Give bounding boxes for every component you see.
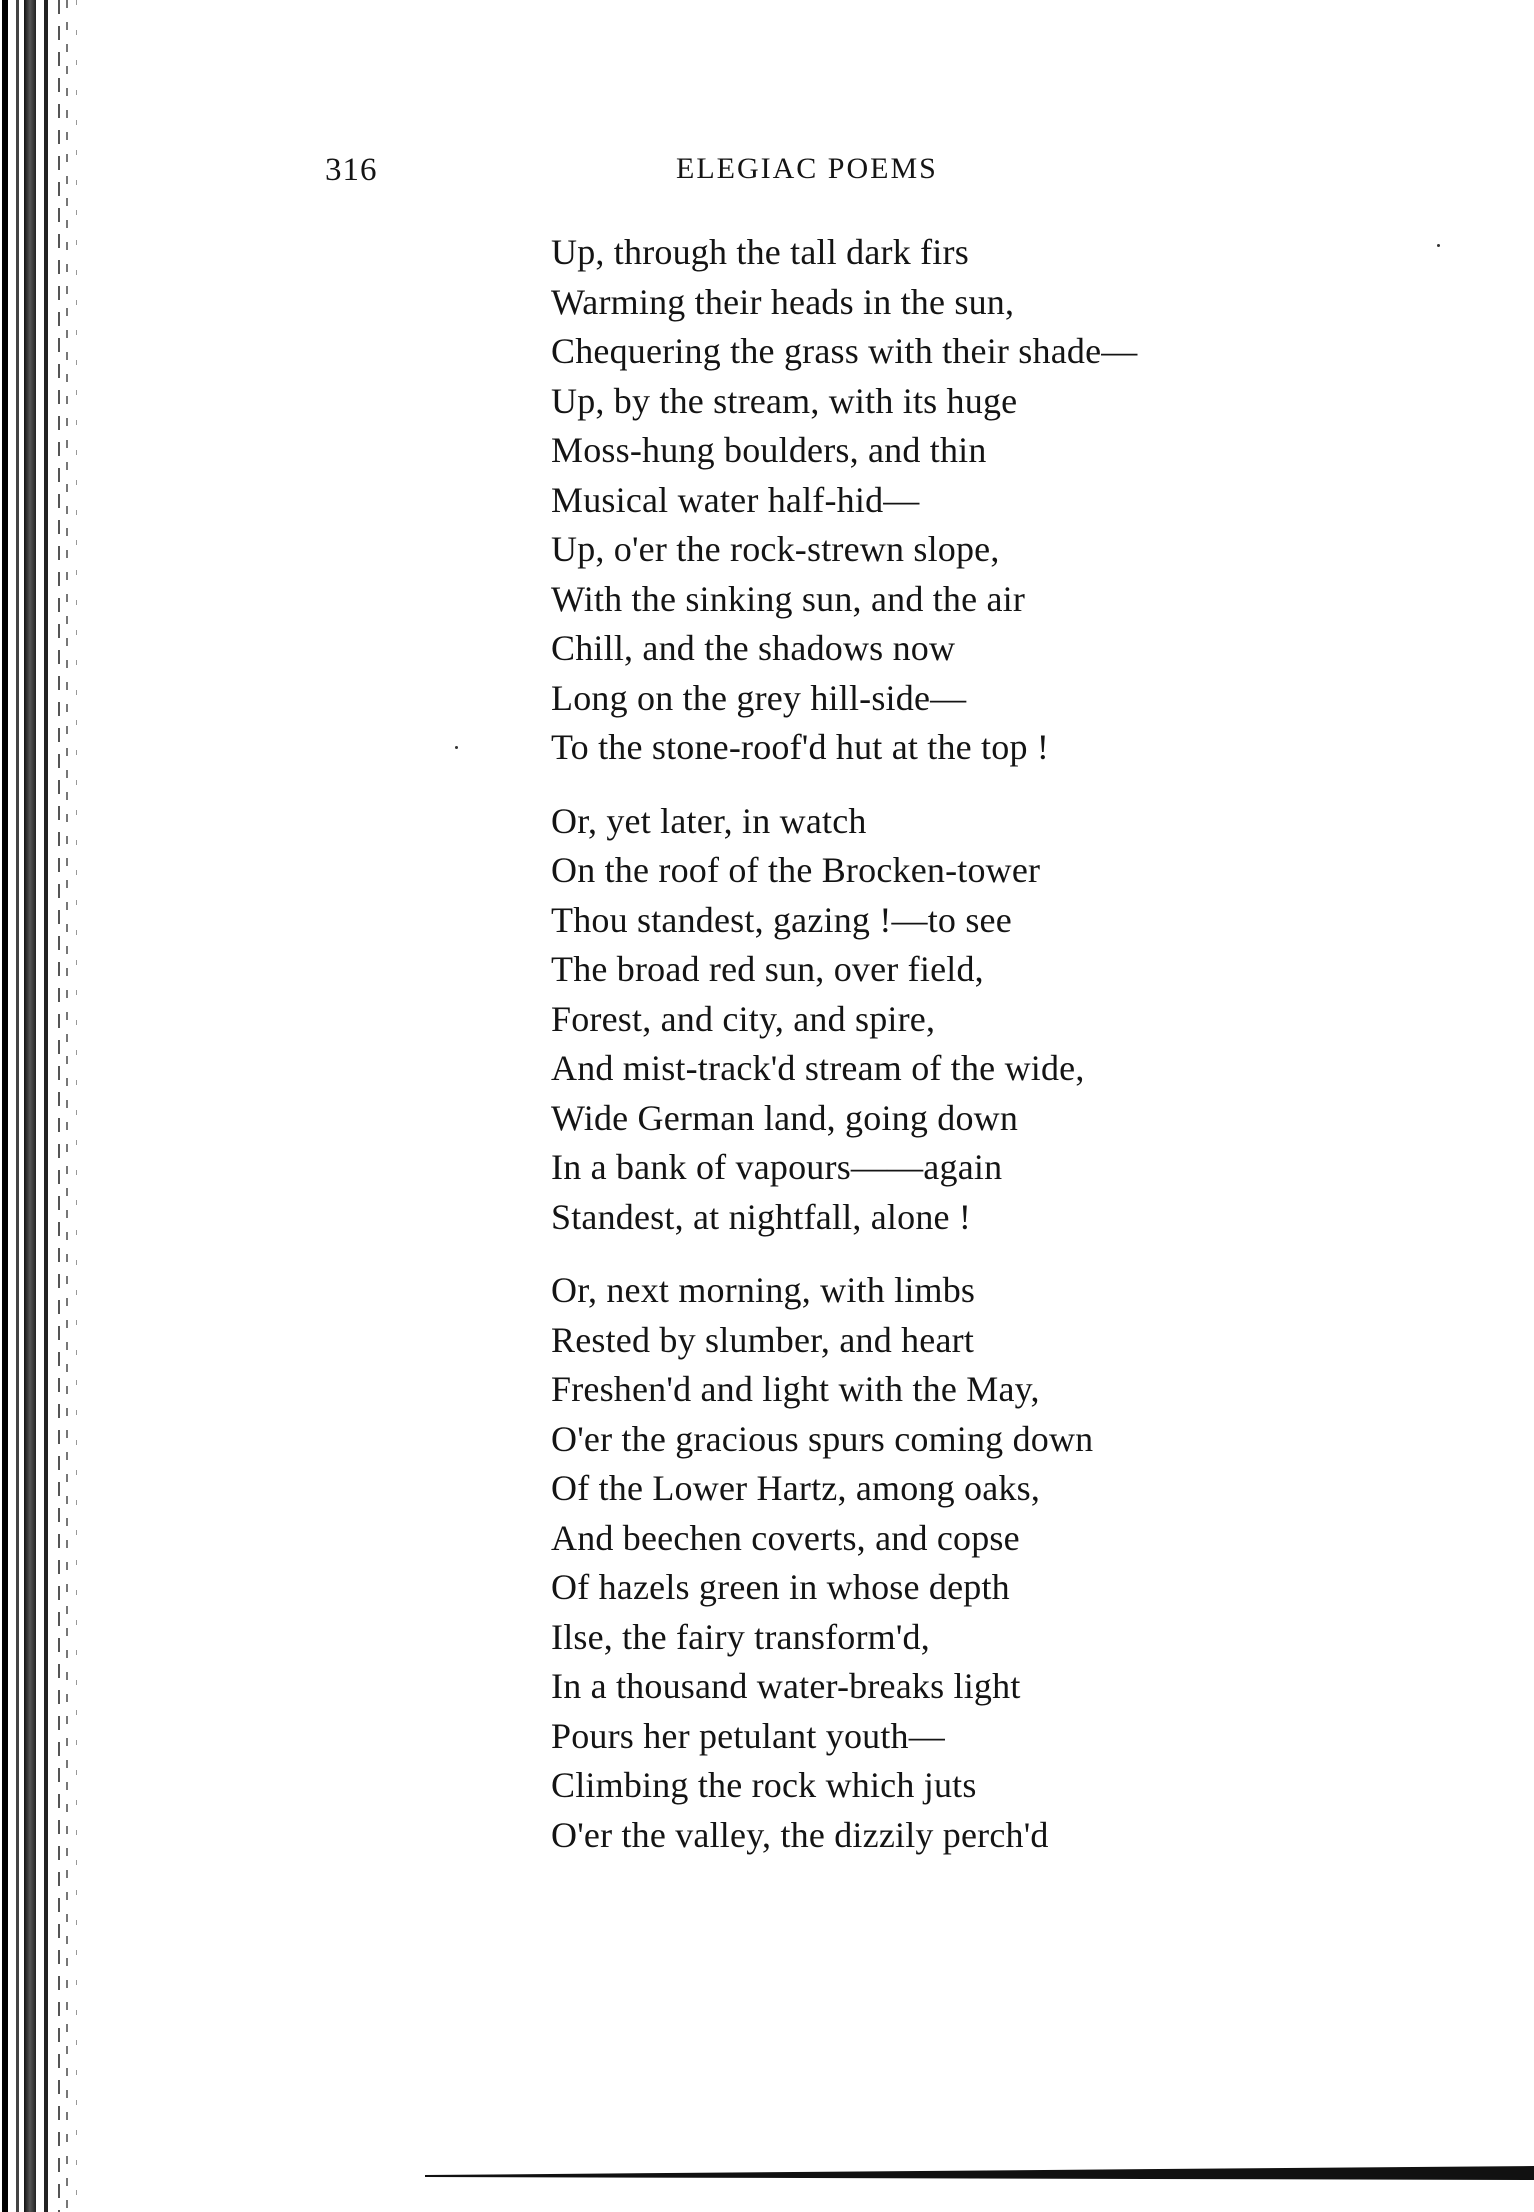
poem-line: Forest, and city, and spire, [551, 998, 936, 1039]
poem-line: O'er the valley, the dizzily perch'd [551, 1814, 1049, 1855]
poem-line: Of hazels green in whose depth [551, 1567, 1010, 1607]
binding-shadow-band [76, 0, 77, 2212]
poem-line: Ilse, the fairy transform'd, [551, 1616, 930, 1657]
poem-body [551, 228, 1251, 1860]
poem-line: Chequering the grass with their shade— [551, 331, 1138, 371]
poem-line: Or, yet later, in watch [551, 800, 867, 841]
page-header [0, 152, 1534, 192]
poem-line: And beechen coverts, and copse [551, 1517, 1020, 1558]
poem-line: Up, by the stream, with its huge [551, 380, 1018, 421]
poem-line: On the roof of the Brocken-tower [551, 850, 1041, 890]
poem-line: Up, o'er the rock-strewn slope, [551, 529, 1000, 569]
poem-line: Moss-hung boulders, and thin [551, 430, 987, 470]
poem-line: Wide German land, going down [551, 1097, 1019, 1138]
poem-line: Long on the grey hill-side— [551, 677, 967, 718]
scan-speck [455, 746, 458, 749]
poem-line: Standest, at nightfall, alone ! [551, 1196, 972, 1237]
poem-line: With the sinking sun, and the air [551, 578, 1026, 619]
poem-line: Up, through the tall dark firs [551, 232, 969, 272]
binding-edge [0, 0, 90, 2212]
poem-line: To the stone-roof'd hut at the top ! [551, 727, 1050, 767]
stanza-2 [551, 797, 1251, 1243]
poem-line: Of the Lower Hartz, among oaks, [551, 1468, 1041, 1508]
stanza-1 [551, 228, 1251, 773]
poem-line: Warming their heads in the sun, [551, 281, 1015, 322]
poem-line: In a bank of vapours——again [551, 1147, 1003, 1187]
binding-shadow-band [66, 0, 68, 2212]
poem-line: O'er the gracious spurs coming down [551, 1418, 1094, 1459]
poem-line: Freshen'd and light with the May, [551, 1369, 1040, 1409]
binding-shadow-band [44, 0, 48, 2212]
scan-speck [1437, 244, 1440, 247]
poem-line: Or, next morning, with limbs [551, 1270, 976, 1310]
poem-line: Musical water half-hid— [551, 479, 920, 520]
poem-line: Chill, and the shadows now [551, 628, 956, 668]
poem-line: Climbing the rock which juts [551, 1765, 977, 1805]
poem-line: In a thousand water-breaks light [551, 1666, 1021, 1706]
poem-line: Rested by slumber, and heart [551, 1319, 975, 1360]
poem-line: And mist-track'd stream of the wide, [551, 1048, 1085, 1088]
stanza-3 [551, 1266, 1251, 1860]
binding-shadow-band [24, 0, 36, 2212]
running-head: ELEGIAC POEMS [676, 152, 938, 185]
binding-shadow-band [2, 0, 8, 2212]
binding-shadow-band [16, 0, 19, 2212]
poem-line: The broad red sun, over field, [551, 949, 984, 989]
binding-shadow-band [58, 0, 60, 2212]
bottom-page-edge-rule [425, 2166, 1534, 2180]
page-number: 316 [325, 152, 378, 188]
poem-line: Pours her petulant youth— [551, 1715, 945, 1756]
poem-line: Thou standest, gazing !—to see [551, 899, 1012, 940]
